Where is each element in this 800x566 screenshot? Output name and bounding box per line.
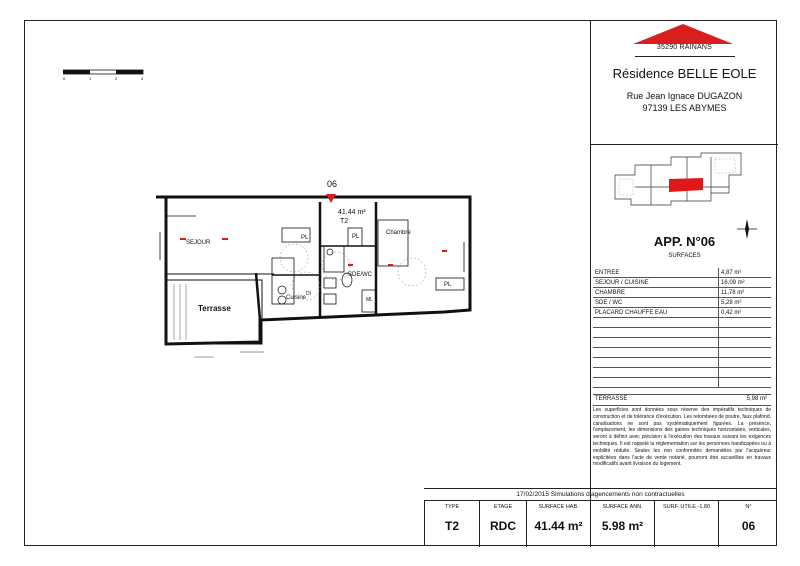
terrasse-label: TERRASSE (595, 396, 628, 402)
room-terrasse: Terrasse (198, 304, 231, 313)
legal-notice: Les superficies sont données sous réserve des impératifs techniques de construction et de tolérance d'exécution. Les retombées de poutre, faux plafond, canalisations ne sont pas systématiquement figurées. La présence, l'emplacement, les dimensions des gaines techniques horizontales, verticales, seront à définir avec précision à l'exécution des travaux suivant les exigences techniques. Il est rappelé la réglementation sur les personnes handicapées ou à mobilité réduite. Seules les non conformités demandées par l'acquéreur explicitées dans l'acte de vente notarié, pourront être accueillies en travaux modificatifs avant livraison du logement. (593, 407, 771, 468)
surface-row (593, 368, 771, 378)
cartouche-etage-head: ETAGE (493, 504, 513, 510)
floor-plan (24, 20, 590, 546)
surface-label (593, 338, 719, 348)
surface-value (719, 378, 772, 388)
svg-text:3: 3 (141, 76, 144, 81)
surface-row (593, 358, 771, 368)
room-cuisine: Cuisine (286, 295, 307, 301)
apartment-title: APP. N°06 (653, 234, 716, 249)
footer-note: 17/02/2015 Simulations d'agencements non contractuelles (424, 488, 777, 501)
cartouche-surface-ann (591, 501, 655, 547)
surface-label: CHAMBRE (593, 288, 719, 298)
svg-text:2: 2 (115, 76, 118, 81)
surface-row (593, 288, 771, 298)
key-plan-highlight (669, 178, 703, 192)
surface-label: ENTREE (593, 268, 719, 278)
surface-label: SEJOUR / CUISINE (593, 278, 719, 288)
surface-value: 0,42 m² (719, 308, 772, 318)
cartouche-surface-hab-head: SURFACE HAB. (538, 504, 579, 510)
surface-label: SDE / WC (593, 298, 719, 308)
address-line-1: Rue Jean Ignace DUGAZON (626, 91, 743, 101)
cartouche-type-value: T2 (444, 519, 459, 533)
floor-plan-drawing (24, 20, 590, 546)
surface-value (719, 328, 772, 338)
surface-row (593, 338, 771, 348)
surface-label (593, 358, 719, 368)
brand-logo (591, 20, 778, 60)
placard-label-1: PL (301, 235, 309, 241)
surface-value (719, 338, 772, 348)
cartouche-surf-utile (655, 501, 719, 547)
surface-row (593, 318, 771, 328)
surface-label (593, 348, 719, 358)
surface-label (593, 328, 719, 338)
room-sejour: SEJOUR (186, 240, 211, 246)
ml-label: ML (366, 297, 373, 303)
title-block (590, 20, 777, 500)
surface-label (593, 318, 719, 328)
room-sde: SDE/WC (348, 272, 372, 278)
cartouche-number-head: N° (745, 504, 752, 510)
surface-value (719, 348, 772, 358)
cartouche-surface-ann-value: 5.98 m² (601, 519, 644, 533)
cartouche (424, 500, 777, 546)
surface-value: 5,28 m² (719, 298, 772, 308)
surface-label (593, 378, 719, 388)
terrasse-value: 5,98 m² (746, 396, 767, 402)
key-plan (591, 144, 778, 241)
surface-row (593, 378, 771, 388)
cartouche-surface-hab-value: 41.44 m² (534, 519, 583, 533)
surface-value: 4,87 m² (719, 268, 772, 278)
surface-value (719, 358, 772, 368)
key-plan-drawing (591, 145, 778, 241)
surfaces-heading: SURFACES (668, 253, 701, 259)
cartouche-type-head: TYPE (444, 504, 460, 510)
surface-row (593, 348, 771, 358)
surface-row (593, 298, 771, 308)
surface-row (593, 328, 771, 338)
brand-name: 35290 RAINANS (656, 44, 713, 51)
terrasse-row (593, 394, 771, 406)
svg-text:1: 1 (89, 76, 92, 81)
surface-label (593, 368, 719, 378)
cartouche-number-value: 06 (741, 519, 756, 533)
surface-label: PLACARD CHAUFFE EAU (593, 308, 719, 318)
plan-type-label: T2 (340, 218, 349, 225)
cartouche-surface-ann-head: SURFACE ANN. (602, 504, 643, 510)
address (591, 90, 778, 114)
placard-label-2: PL (352, 234, 360, 240)
cartouche-etage (480, 501, 527, 547)
residence-name: Résidence BELLE EOLE (612, 66, 757, 81)
cartouche-etage-value: RDC (490, 519, 516, 533)
surface-value (719, 318, 772, 328)
cartouche-number (719, 501, 778, 547)
placard-label-3: PL (444, 282, 452, 288)
plan-surface-label: 41.44 m² (338, 209, 366, 216)
unit-number-label: 06 (327, 179, 338, 189)
cartouche-type (425, 501, 480, 547)
cartouche-surface-hab (527, 501, 591, 547)
surface-value: 16,09 m² (719, 278, 772, 288)
surface-row (593, 278, 771, 288)
address-line-2: 97139 LES ABYMES (642, 103, 727, 113)
svg-text:0: 0 (63, 76, 66, 81)
cartouche-surf-utile-head: SURF. UTILE -1.80 (662, 504, 711, 510)
surface-value: 11,78 m² (719, 288, 772, 298)
surface-row (593, 268, 771, 278)
room-chambre: Chambre (386, 230, 411, 236)
surfaces-table (593, 268, 771, 388)
roof-icon (633, 24, 733, 44)
dl-label: Dl (306, 291, 311, 297)
surface-value (719, 368, 772, 378)
surface-row (593, 308, 771, 318)
